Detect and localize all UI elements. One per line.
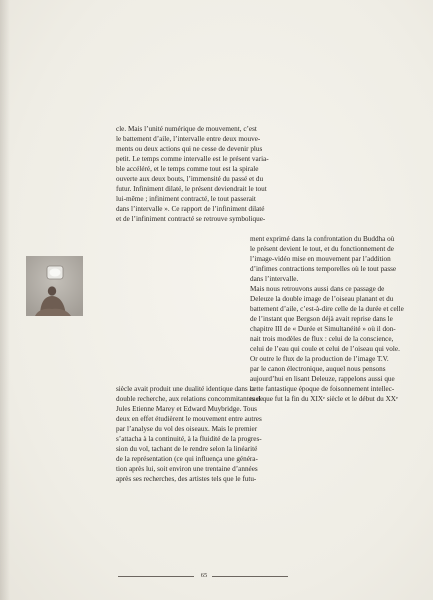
text-line: aujourd’hui en lisant Deleuze, rappelons aussi que xyxy=(250,375,395,383)
text-line: Deleuze la double image de l’oiseau planant et du xyxy=(250,295,394,303)
text-line: futur. Infiniment dilaté, le présent deviendrait le tout xyxy=(116,185,267,193)
text-line: s’attacha à la continuité, à la fluidité de la progres- xyxy=(116,435,262,443)
text-line: d’infimes contractions temporelles où le tout passe xyxy=(250,265,397,273)
text-line: de la représentation (ce qui influença une généra- xyxy=(116,455,258,463)
text-line: l’image-vidéo mise en mouvement par l’addition xyxy=(250,255,391,263)
text-line: et de l’infiniment contracté se retrouve symbolique- xyxy=(116,215,266,223)
text-line: tuel que fut la fin du XIXᵉ siècle et le début du XXᵉ xyxy=(250,395,398,403)
text-line: siècle avait produit une dualité identique dans la xyxy=(116,385,255,393)
text-line: le présent devient le tout, et du fonctionnement de xyxy=(250,245,394,253)
page-number: 65 xyxy=(200,572,208,579)
text-line: par le canon électronique, auquel nous pensons xyxy=(250,365,386,373)
text-line: double recherche, aux relations concommitantes de xyxy=(116,395,264,403)
text-line: battement d’aile, c’est-à-dire celle de la durée et celle xyxy=(250,305,404,313)
body-text-block-right xyxy=(250,234,404,404)
buddha-tv-photo xyxy=(26,256,83,316)
text-line: par l’analyse du vol des oiseaux. Mais le premier xyxy=(116,425,258,433)
text-line: Mais nous retrouvons aussi dans ce passage de xyxy=(250,285,385,293)
text-line: cle. Mais l’unité numérique de mouvement, c’est xyxy=(116,125,257,133)
tv-monitor-shape xyxy=(47,266,63,279)
text-line: chapitre III de « Durée et Simultanéité » où il don- xyxy=(250,325,396,333)
text-line: ble accéléré, et le temps comme tout est la spirale xyxy=(116,165,259,173)
text-line: ments ou deux actions qui ne cesse de devenir plus xyxy=(116,145,263,153)
text-line: lui-même ; infiniment contracté, le tout passerait xyxy=(116,195,256,203)
text-line: dans l’intervalle. xyxy=(250,275,299,283)
footer-rule-right xyxy=(212,576,288,577)
text-line: ouverte aux deux bouts, l’immensité du passé et du xyxy=(116,175,264,183)
body-text-block-top xyxy=(116,124,269,224)
text-line: le battement d’aile, l’intervalle entre deux mouve- xyxy=(116,135,261,143)
text-line: celui de l’eau qui coule et celui de l’oiseau qui vole. xyxy=(250,345,400,353)
buddha-tv-illustration xyxy=(26,256,83,316)
text-line: tion après lui, soit environ une trentaine d’années xyxy=(116,465,258,473)
text-line: après ses recherches, des artistes tels que le futu- xyxy=(116,475,257,483)
text-line: dans l’intervalle ». Ce rapport de l’infiniment dilaté xyxy=(116,205,265,213)
text-line: Jules Etienne Marey et Edward Muybridge. Tous xyxy=(116,405,257,413)
text-line: petit. Le temps comme intervalle est le présent varia- xyxy=(116,155,269,163)
text-line: cette fantastique époque de foisonnement intellec- xyxy=(250,385,395,393)
text-line: deux en effet étudièrent le mouvement entre autres xyxy=(116,415,262,423)
body-text-block-bottom xyxy=(116,384,263,484)
text-line: ment exprimé dans la confrontation du Buddha où xyxy=(250,235,395,243)
text-line: de l’instant que Bergson déjà avait reprise dans le xyxy=(250,315,393,323)
text-line: nait trois modèles de flux : celui de la conscience, xyxy=(250,335,394,343)
text-line: Or outre le flux de la production de l’image T.V. xyxy=(250,355,389,363)
footer-rule-left xyxy=(118,576,194,577)
text-line: sion du vol, tachant de le rendre selon la linéarité xyxy=(116,445,258,453)
binding-gutter-shadow xyxy=(0,0,10,600)
